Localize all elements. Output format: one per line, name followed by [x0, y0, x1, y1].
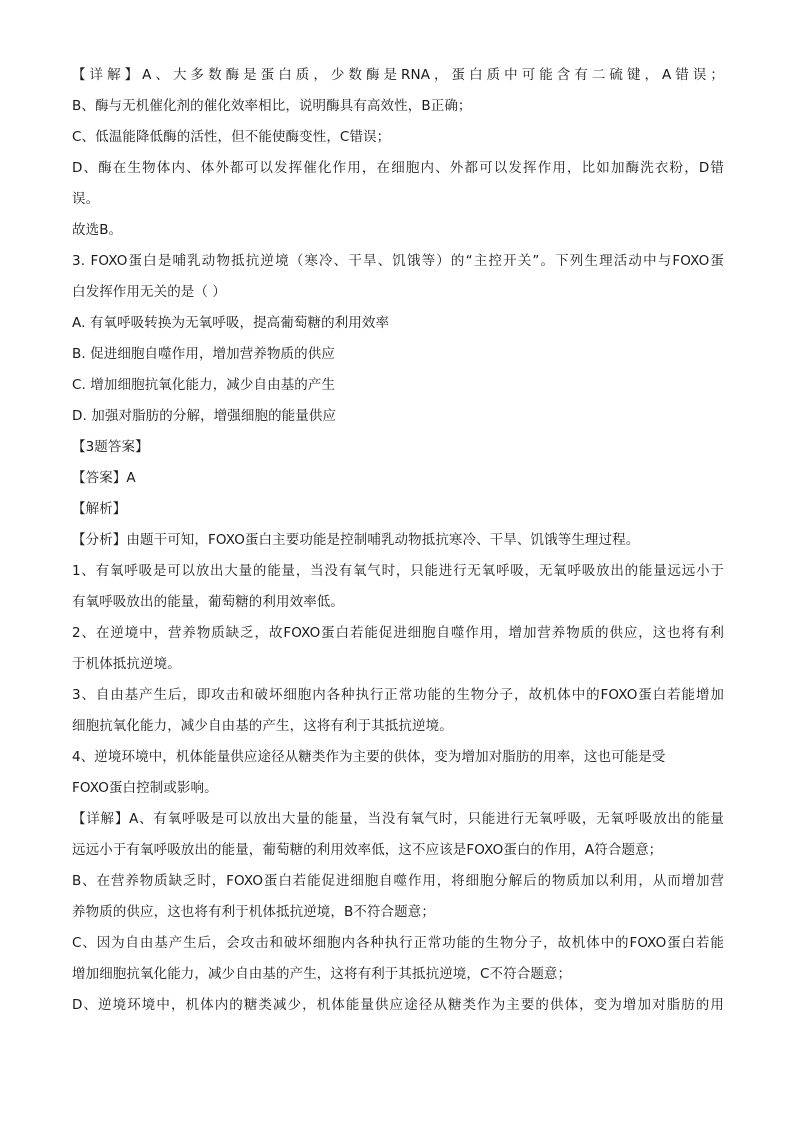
text-line: 有氧呼吸放出的能量，葡萄糖的利用效率低。 — [72, 594, 344, 610]
question-stem: 白发挥作用无关的是（ ） — [72, 284, 226, 300]
text-line: 于机体抵抗逆境。 — [72, 656, 181, 672]
question-stem: 3. FOXO蛋白是哺乳动物抵抗逆境（寒冷、干旱、饥饿等）的“主控开关”。下列生理活动中与FOXO蛋 — [72, 253, 724, 269]
answer-heading: 【3题答案】 — [72, 439, 149, 455]
text-line: 【详解】A、大多数酶是蛋白质，少数酶是RNA，蛋白质中可能含有二硫键，A错误； — [72, 67, 724, 83]
text-line: B、酶与无机催化剂的催化效率相比，说明酶具有高效性，B正确； — [72, 98, 472, 114]
text-line: 【分析】由题干可知，FOXO蛋白主要功能是控制哺乳动物抵抗寒冷、干旱、饥饿等生理过程。 — [72, 532, 640, 548]
text-line: C、因为自由基产生后，会攻击和破坏细胞内各种执行正常功能的生物分子，故机体中的FOXO蛋白若能 — [72, 935, 724, 951]
text-line: 养物质的供应，这也将有利于机体抵抗逆境，B不符合题意； — [72, 904, 435, 920]
text-line: 增加细胞抗氧化能力，减少自由基的产生，这将有利于其抵抗逆境，C不符合题意； — [72, 966, 572, 982]
text-line: 故选B。 — [72, 222, 123, 238]
text-line: FOXO蛋白控制或影响。 — [72, 780, 218, 796]
text-line: B、在营养物质缺乏时，FOXO蛋白若能促进细胞自噬作用，将细胞分解后的物质加以利用，从而增加营 — [72, 873, 724, 889]
text-line: 远远小于有氧呼吸放出的能量，葡萄糖的利用效率低，这不应该是FOXO蛋白的作用，A符合题意； — [72, 842, 663, 858]
text-line: 1、有氧呼吸是可以放出大量的能量，当没有氧气时，只能进行无氧呼吸，无氧呼吸放出的能量远远小于 — [72, 563, 724, 579]
text-line: 3、自由基产生后，即攻击和破坏细胞内各种执行正常功能的生物分子，故机体中的FOXO蛋白若能增加 — [72, 687, 724, 703]
text-line: 细胞抗氧化能力，减少自由基的产生，这将有利于其抵抗逆境。 — [72, 718, 453, 734]
text-line: 4、逆境环境中，机体能量供应途径从糖类作为主要的供体，变为增加对脂肪的用率，这也可能是受 — [72, 749, 666, 765]
text-line: D、酶在生物体内、体外都可以发挥催化作用，在细胞内、外都可以发挥作用，比如加酶洗衣粉，D错 — [72, 160, 724, 176]
text-line: 误。 — [72, 191, 100, 207]
option-c: C. 增加细胞抗氧化能力，减少自由基的产生 — [72, 377, 336, 393]
option-d: D. 加强对脂肪的分解，增强细胞的能量供应 — [72, 408, 337, 424]
text-line: D、逆境环境中，机体内的糖类减少，机体能量供应途径从糖类作为主要的供体，变为增加对脂肪的用 — [72, 997, 724, 1013]
text-line: 【详解】A、有氧呼吸是可以放出大量的能量，当没有氧气时，只能进行无氧呼吸，无氧呼吸放出的能量 — [72, 811, 724, 827]
option-a: A. 有氧呼吸转换为无氧呼吸，提高葡萄糖的利用效率 — [72, 315, 390, 331]
answer: 【答案】A — [72, 470, 136, 486]
text-line: 2、在逆境中，营养物质缺乏，故FOXO蛋白若能促进细胞自噬作用，增加营养物质的供应，这也将有利 — [72, 625, 724, 641]
text-line: C、低温能降低酶的活性，但不能使酶变性，C错误； — [72, 129, 391, 145]
option-b: B. 促进细胞自噬作用，增加营养物质的供应 — [72, 346, 335, 362]
analysis-heading: 【解析】 — [72, 501, 127, 517]
